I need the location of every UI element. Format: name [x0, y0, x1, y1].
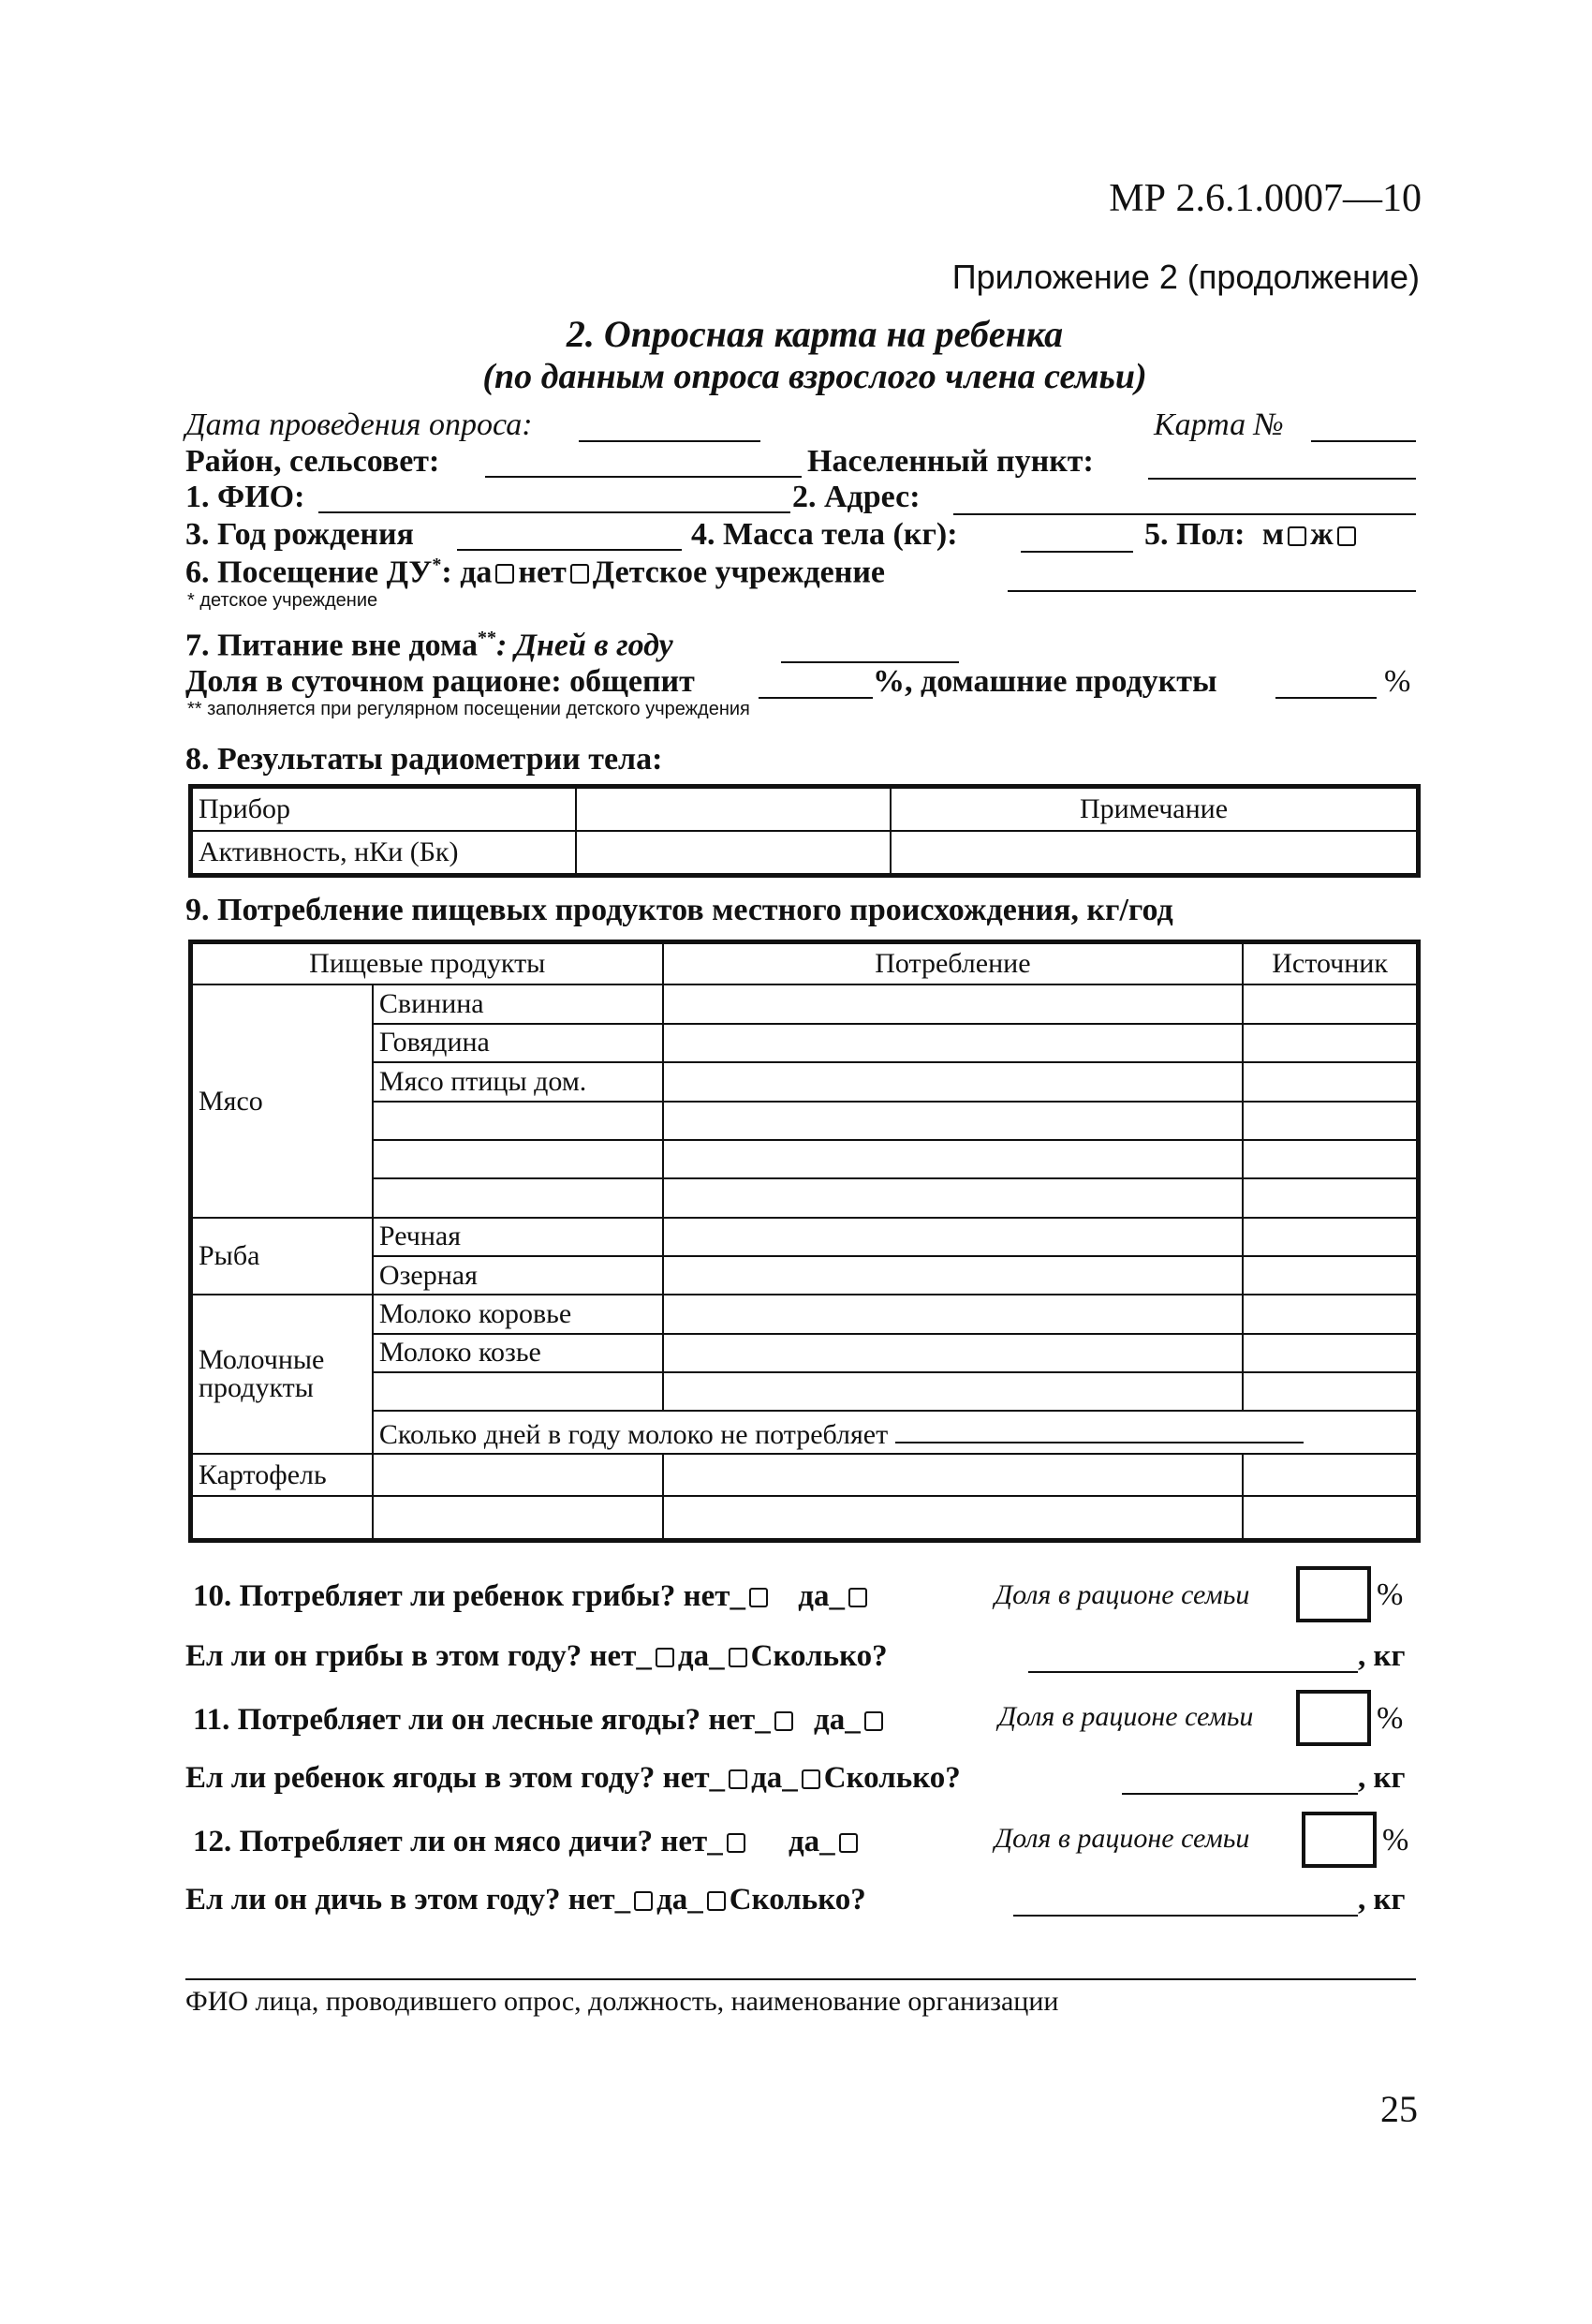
goat-milk-label: Молоко козье: [373, 1334, 663, 1372]
interviewer-caption: ФИО лица, проводившего опрос, должность, наименование организации: [185, 1986, 1059, 2017]
activity-label: Активность, нКи (Бк): [192, 831, 576, 874]
document-code: МР 2.6.1.0007—10: [1109, 177, 1422, 220]
district-label: Район, сельсовет:: [185, 444, 440, 479]
food-outside-label: 7. Питание вне дома: [185, 628, 478, 663]
home-products-share-field[interactable]: [1275, 697, 1377, 699]
q11b-label: Ел ли ребенок ягоды в этом году? нет_: [185, 1761, 726, 1795]
q12b-yes-checkbox[interactable]: [707, 1891, 726, 1911]
product-cell[interactable]: [373, 1178, 663, 1217]
meat-group-label: Мясо: [192, 984, 373, 1217]
du-yes-checkbox[interactable]: [495, 564, 514, 584]
days-per-year-label: : Дней в году: [495, 628, 673, 663]
device-value-cell[interactable]: [576, 788, 891, 831]
percent-sign: %: [1384, 664, 1411, 699]
note-label: Примечание: [891, 788, 1417, 831]
consumption-cell[interactable]: [663, 1024, 1244, 1062]
consumption-cell[interactable]: [663, 1496, 1244, 1539]
q12b-row: [185, 1883, 866, 1917]
weight-label: 4. Масса тела (кг):: [691, 517, 958, 552]
footnote-marker: **: [477, 628, 496, 648]
daily-share-label: Доля в суточном рационе: общепит: [185, 664, 695, 699]
du-attendance-row: [185, 555, 885, 590]
q10-family-share-label: Доля в рационе семьи: [995, 1579, 1250, 1610]
q11-family-share-box[interactable]: [1296, 1690, 1371, 1746]
q12-percent: %: [1382, 1823, 1409, 1858]
consumption-cell[interactable]: [663, 1256, 1244, 1295]
source-cell[interactable]: [1243, 984, 1417, 1023]
q12b-no-checkbox[interactable]: [634, 1891, 653, 1911]
settlement-field[interactable]: [1148, 478, 1416, 480]
du-yes-label: : да: [441, 555, 493, 590]
q11-percent: %: [1377, 1701, 1404, 1736]
consumption-table: [191, 942, 1418, 1540]
q10-row: [193, 1579, 871, 1614]
page-number: 25: [1380, 2088, 1418, 2130]
product-cell[interactable]: [192, 1496, 373, 1539]
footnote-regular-attendance: ** заполняется при регулярном посещении детского учреждения: [187, 699, 750, 719]
source-cell[interactable]: [1243, 1295, 1417, 1333]
district-field[interactable]: [485, 476, 802, 478]
product-cell[interactable]: [373, 1496, 663, 1539]
q11-label: 11. Потребляет ли он лесные ягоды? нет_: [193, 1703, 771, 1737]
q10b-yes-checkbox[interactable]: [729, 1648, 747, 1667]
q11b-row: [185, 1761, 961, 1796]
consumption-cell[interactable]: [663, 1372, 1244, 1411]
q11b-yes-label: да_: [751, 1761, 798, 1795]
q12b-amount-field[interactable]: [1013, 1915, 1358, 1917]
q10-yes-label: да_: [798, 1579, 845, 1613]
address-field[interactable]: [953, 513, 1416, 515]
card-number-field[interactable]: [1311, 440, 1416, 442]
device-label: Прибор: [192, 788, 576, 831]
settlement-label: Населенный пункт:: [807, 444, 1094, 479]
sex-label: 5. Пол:: [1144, 517, 1246, 552]
q10-label: 10. Потребляет ли ребенок грибы? нет_: [193, 1579, 746, 1613]
consumption-cell[interactable]: [663, 1334, 1244, 1372]
beef-label: Говядина: [373, 1024, 663, 1062]
q11b-yes-checkbox[interactable]: [802, 1769, 820, 1789]
consumption-cell[interactable]: [663, 1295, 1244, 1333]
q10b-amount-field[interactable]: [1028, 1671, 1358, 1673]
consumption-cell[interactable]: [663, 1218, 1244, 1256]
product-cell[interactable]: [373, 1102, 663, 1140]
q12b-yes-label: да_: [656, 1883, 703, 1917]
address-label: 2. Адрес:: [792, 480, 921, 514]
consumption-cell[interactable]: [663, 1140, 1244, 1178]
days-per-year-field[interactable]: [781, 661, 959, 663]
lake-fish-label: Озерная: [373, 1256, 663, 1295]
q10b-label: Ел ли он грибы в этом году? нет_: [185, 1639, 652, 1673]
q12-yes-label: да_: [788, 1825, 835, 1858]
fio-label: 1. ФИО:: [185, 480, 305, 514]
q12b-label: Ел ли он дичь в этом году? нет_: [185, 1883, 631, 1917]
source-cell[interactable]: [1243, 1372, 1417, 1411]
appendix-label: Приложение 2 (продолжение): [951, 258, 1420, 296]
q12b-how-much-label: Сколько?: [729, 1883, 866, 1917]
product-cell[interactable]: [373, 1140, 663, 1178]
product-cell[interactable]: [373, 1454, 663, 1497]
consumption-cell[interactable]: [663, 1178, 1244, 1217]
pork-label: Свинина: [373, 984, 663, 1023]
q12-family-share-label: Доля в рационе семьи: [995, 1823, 1250, 1854]
q12b-kg: , кг: [1358, 1883, 1406, 1917]
cow-milk-label: Молоко коровье: [373, 1295, 663, 1333]
food-outside-row: [185, 628, 673, 663]
q11-no-checkbox[interactable]: [774, 1711, 793, 1731]
fish-group-label: Рыба: [192, 1218, 373, 1295]
q10-yes-checkbox[interactable]: [848, 1588, 867, 1607]
sex-male-label: м: [1261, 517, 1285, 552]
no-milk-days-field[interactable]: [895, 1415, 1304, 1443]
q11-yes-label: да_: [814, 1703, 861, 1737]
product-cell[interactable]: [373, 1372, 663, 1411]
child-institution-field[interactable]: [1008, 590, 1416, 592]
sex-female-checkbox[interactable]: [1337, 526, 1356, 546]
q12-label: 12. Потребляет ли он мясо дичи? нет_: [193, 1825, 723, 1858]
poultry-label: Мясо птицы дом.: [373, 1062, 663, 1101]
source-cell[interactable]: [1243, 1454, 1417, 1497]
source-cell[interactable]: [1243, 1178, 1417, 1217]
q10b-how-much-label: Сколько?: [750, 1639, 888, 1673]
source-cell[interactable]: [1243, 1140, 1417, 1178]
footnote-marker: *: [432, 555, 442, 575]
col-source-header: Источник: [1243, 943, 1417, 984]
q10b-row: [185, 1639, 888, 1674]
q11b-how-much-label: Сколько?: [823, 1761, 961, 1795]
q10b-yes-label: да_: [677, 1639, 725, 1673]
canteen-share-field[interactable]: [759, 697, 873, 699]
birth-year-field[interactable]: [457, 549, 682, 551]
source-cell[interactable]: [1243, 1102, 1417, 1140]
q11b-amount-field[interactable]: [1122, 1793, 1358, 1795]
dairy-group-label: Молочные продукты: [192, 1295, 373, 1454]
radiometry-title: 8. Результаты радиометрии тела:: [185, 742, 663, 777]
note-value-cell[interactable]: [891, 831, 1417, 874]
interviewer-signature-line[interactable]: [185, 1978, 1416, 1980]
source-cell[interactable]: [1243, 1024, 1417, 1062]
source-cell[interactable]: [1243, 1334, 1417, 1372]
consumption-title: 9. Потребление пищевых продуктов местного происхождения, кг/год: [185, 893, 1173, 927]
consumption-cell[interactable]: [663, 1062, 1244, 1101]
q10-family-share-box[interactable]: [1296, 1566, 1371, 1622]
du-no-label: нет: [518, 555, 567, 590]
form-subtitle: (по данным опроса взрослого члена семьи): [482, 357, 1147, 396]
consumption-cell[interactable]: [663, 984, 1244, 1023]
potato-label: Картофель: [192, 1454, 373, 1497]
q11b-kg: , кг: [1358, 1761, 1406, 1795]
source-cell[interactable]: [1243, 1218, 1417, 1256]
fio-field[interactable]: [318, 511, 790, 513]
child-institution-label: Детское учреждение: [592, 555, 886, 590]
q11-row: [193, 1703, 887, 1738]
card-number-label: Карта №: [1154, 407, 1284, 442]
q10b-kg: , кг: [1358, 1639, 1406, 1673]
home-products-label: %, домашние продукты: [873, 664, 1217, 699]
q11-yes-checkbox[interactable]: [864, 1711, 883, 1731]
du-no-checkbox[interactable]: [570, 564, 589, 584]
col-consumption-header: Потребление: [663, 943, 1244, 984]
footnote-child-institution: * детское учреждение: [187, 590, 378, 611]
survey-date-field[interactable]: [579, 440, 760, 442]
col-products-header: Пищевые продукты: [192, 943, 663, 984]
no-milk-days-row: [373, 1411, 1417, 1454]
weight-field[interactable]: [1021, 551, 1133, 553]
survey-date-label: Дата проведения опроса:: [185, 407, 533, 442]
q11b-no-checkbox[interactable]: [729, 1769, 747, 1789]
q11-family-share-label: Доля в рационе семьи: [998, 1701, 1254, 1732]
consumption-cell[interactable]: [663, 1102, 1244, 1140]
source-cell[interactable]: [1243, 1496, 1417, 1539]
q10-no-checkbox[interactable]: [749, 1588, 768, 1607]
source-cell[interactable]: [1243, 1062, 1417, 1101]
sex-female-label: ж: [1310, 517, 1334, 552]
activity-value-cell[interactable]: [576, 831, 891, 874]
birth-year-label: 3. Год рождения: [185, 517, 414, 552]
consumption-cell[interactable]: [663, 1454, 1244, 1497]
q10b-no-checkbox[interactable]: [656, 1648, 674, 1667]
source-cell[interactable]: [1243, 1256, 1417, 1295]
q12-no-checkbox[interactable]: [727, 1833, 745, 1853]
sex-group: [1144, 517, 1360, 553]
no-milk-days-label: Сколько дней в году молоко не потребляет: [378, 1419, 889, 1451]
radiometry-table: [191, 787, 1418, 875]
form-title: 2. Опросная карта на ребенка: [566, 313, 1064, 355]
sex-male-checkbox[interactable]: [1288, 526, 1306, 546]
du-attendance-label: 6. Посещение ДУ: [185, 555, 433, 590]
q12-row: [193, 1825, 862, 1859]
river-fish-label: Речная: [373, 1218, 663, 1256]
q12-yes-checkbox[interactable]: [839, 1833, 858, 1853]
q10-percent: %: [1377, 1577, 1404, 1612]
q12-family-share-box[interactable]: [1302, 1812, 1377, 1868]
